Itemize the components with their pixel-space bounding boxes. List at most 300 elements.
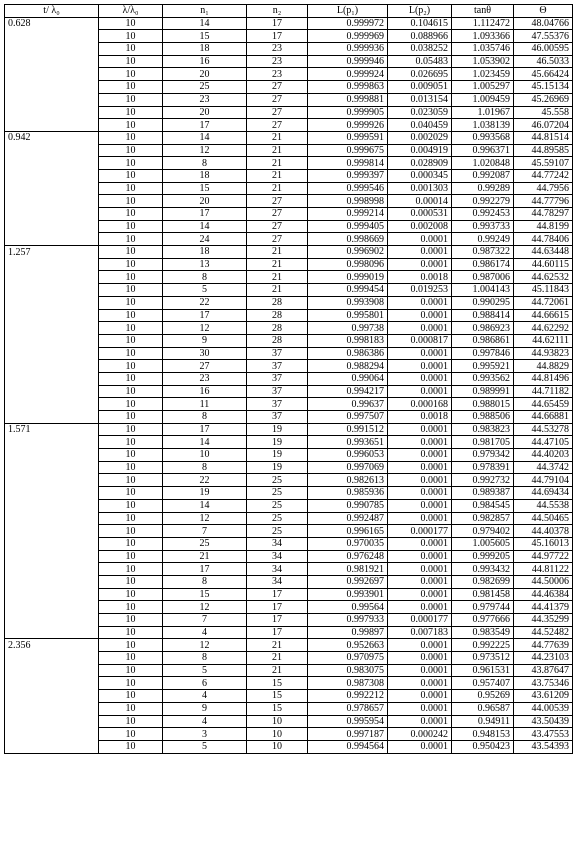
cell-n1: 12 xyxy=(163,144,247,157)
cell-lambda-ratio: 10 xyxy=(99,68,163,81)
cell-tan-theta: 0.95269 xyxy=(452,690,514,703)
cell-n2: 27 xyxy=(247,233,308,246)
cell-n2: 34 xyxy=(247,537,308,550)
cell-tan-theta: 0.989387 xyxy=(452,487,514,500)
cell-t-ratio xyxy=(5,537,99,550)
cell-lambda-ratio: 10 xyxy=(99,17,163,30)
cell-n2: 37 xyxy=(247,385,308,398)
cell-n2: 28 xyxy=(247,296,308,309)
cell-n2: 21 xyxy=(247,131,308,144)
cell-l-p1: 0.999946 xyxy=(308,55,388,68)
cell-n2: 27 xyxy=(247,106,308,119)
cell-theta: 44.65459 xyxy=(514,398,573,411)
cell-n1: 27 xyxy=(163,360,247,373)
cell-lambda-ratio: 10 xyxy=(99,423,163,436)
header-lambda-ratio: λ/λ₀ xyxy=(99,5,163,18)
table-row xyxy=(5,360,573,373)
cell-n1: 12 xyxy=(163,512,247,525)
cell-lambda-ratio: 10 xyxy=(99,474,163,487)
cell-l-p1: 0.999881 xyxy=(308,93,388,106)
cell-n1: 8 xyxy=(163,271,247,284)
cell-n2: 27 xyxy=(247,220,308,233)
cell-tan-theta: 0.993562 xyxy=(452,372,514,385)
cell-l-p2: 0.002008 xyxy=(388,220,452,233)
table-row xyxy=(5,246,573,259)
cell-l-p1: 0.991512 xyxy=(308,423,388,436)
cell-tan-theta: 0.979402 xyxy=(452,525,514,538)
cell-theta: 44.52482 xyxy=(514,626,573,639)
cell-t-ratio xyxy=(5,575,99,588)
cell-l-p2: 0.009051 xyxy=(388,81,452,94)
cell-theta: 44.40378 xyxy=(514,525,573,538)
cell-n2: 37 xyxy=(247,398,308,411)
cell-l-p1: 0.996902 xyxy=(308,246,388,259)
cell-theta: 44.81496 xyxy=(514,372,573,385)
cell-lambda-ratio: 10 xyxy=(99,702,163,715)
cell-l-p2: 0.013154 xyxy=(388,93,452,106)
cell-n1: 11 xyxy=(163,398,247,411)
cell-l-p2: 0.0001 xyxy=(388,322,452,335)
cell-l-p2: 0.019253 xyxy=(388,284,452,297)
cell-l-p1: 0.981921 xyxy=(308,563,388,576)
cell-tan-theta: 0.961531 xyxy=(452,664,514,677)
cell-l-p1: 0.999926 xyxy=(308,119,388,132)
cell-t-ratio xyxy=(5,182,99,195)
cell-l-p1: 0.999546 xyxy=(308,182,388,195)
cell-tan-theta: 0.977666 xyxy=(452,614,514,627)
cell-l-p2: 0.0001 xyxy=(388,296,452,309)
cell-l-p1: 0.999405 xyxy=(308,220,388,233)
cell-tan-theta: 1.038139 xyxy=(452,119,514,132)
cell-theta: 44.00539 xyxy=(514,702,573,715)
cell-n1: 10 xyxy=(163,449,247,462)
cell-n1: 25 xyxy=(163,81,247,94)
cell-t-ratio xyxy=(5,614,99,627)
cell-l-p2: 0.000177 xyxy=(388,525,452,538)
cell-l-p1: 0.999019 xyxy=(308,271,388,284)
cell-t-ratio xyxy=(5,398,99,411)
cell-theta: 44.66615 xyxy=(514,309,573,322)
cell-n2: 27 xyxy=(247,81,308,94)
cell-lambda-ratio: 10 xyxy=(99,131,163,144)
cell-tan-theta: 0.987006 xyxy=(452,271,514,284)
table-row xyxy=(5,309,573,322)
cell-n1: 15 xyxy=(163,30,247,43)
cell-l-p2: 0.028909 xyxy=(388,157,452,170)
table-row xyxy=(5,499,573,512)
cell-n2: 28 xyxy=(247,309,308,322)
cell-l-p2: 0.00014 xyxy=(388,195,452,208)
table-row xyxy=(5,157,573,170)
table-row xyxy=(5,740,573,753)
cell-n1: 7 xyxy=(163,525,247,538)
cell-n1: 23 xyxy=(163,93,247,106)
cell-l-p2: 0.0001 xyxy=(388,702,452,715)
cell-n2: 27 xyxy=(247,208,308,221)
cell-l-p1: 0.999924 xyxy=(308,68,388,81)
cell-t-ratio xyxy=(5,740,99,753)
cell-n1: 4 xyxy=(163,715,247,728)
cell-n2: 27 xyxy=(247,93,308,106)
cell-l-p1: 0.976248 xyxy=(308,550,388,563)
cell-t-ratio xyxy=(5,322,99,335)
cell-lambda-ratio: 10 xyxy=(99,309,163,322)
cell-tan-theta: 0.99249 xyxy=(452,233,514,246)
cell-theta: 44.35299 xyxy=(514,614,573,627)
cell-tan-theta: 0.997846 xyxy=(452,347,514,360)
cell-l-p2: 0.0001 xyxy=(388,246,452,259)
cell-t-ratio xyxy=(5,360,99,373)
cell-l-p1: 0.999454 xyxy=(308,284,388,297)
cell-t-ratio xyxy=(5,474,99,487)
cell-l-p1: 0.999591 xyxy=(308,131,388,144)
table-row xyxy=(5,411,573,424)
cell-l-p2: 0.0001 xyxy=(388,499,452,512)
cell-l-p2: 0.0001 xyxy=(388,347,452,360)
table-row xyxy=(5,284,573,297)
cell-l-p1: 0.987308 xyxy=(308,677,388,690)
table-row xyxy=(5,652,573,665)
cell-t-ratio: 1.257 xyxy=(5,246,99,259)
cell-n2: 34 xyxy=(247,550,308,563)
cell-tan-theta: 1.035746 xyxy=(452,43,514,56)
cell-n2: 15 xyxy=(247,690,308,703)
header-l-p1: L(p₁) xyxy=(308,5,388,18)
table-row xyxy=(5,715,573,728)
cell-lambda-ratio: 10 xyxy=(99,271,163,284)
cell-tan-theta: 0.979342 xyxy=(452,449,514,462)
cell-theta: 44.8199 xyxy=(514,220,573,233)
cell-theta: 44.89585 xyxy=(514,144,573,157)
table-row xyxy=(5,614,573,627)
cell-theta: 44.66881 xyxy=(514,411,573,424)
cell-lambda-ratio: 10 xyxy=(99,550,163,563)
cell-theta: 44.77796 xyxy=(514,195,573,208)
cell-n2: 15 xyxy=(247,677,308,690)
cell-l-p2: 0.0001 xyxy=(388,690,452,703)
cell-l-p1: 0.999972 xyxy=(308,17,388,30)
cell-l-p1: 0.99897 xyxy=(308,626,388,639)
cell-l-p2: 0.004919 xyxy=(388,144,452,157)
cell-n1: 18 xyxy=(163,43,247,56)
cell-l-p2: 0.0001 xyxy=(388,258,452,271)
table-row xyxy=(5,233,573,246)
cell-lambda-ratio: 10 xyxy=(99,385,163,398)
cell-n2: 21 xyxy=(247,169,308,182)
cell-n1: 8 xyxy=(163,652,247,665)
table-row xyxy=(5,334,573,347)
table-row xyxy=(5,601,573,614)
cell-n1: 17 xyxy=(163,423,247,436)
table-row xyxy=(5,626,573,639)
cell-l-p1: 0.992487 xyxy=(308,512,388,525)
cell-n2: 21 xyxy=(247,271,308,284)
cell-t-ratio xyxy=(5,690,99,703)
cell-lambda-ratio: 10 xyxy=(99,296,163,309)
cell-theta: 44.7956 xyxy=(514,182,573,195)
cell-theta: 43.87647 xyxy=(514,664,573,677)
table-row xyxy=(5,512,573,525)
cell-theta: 44.3742 xyxy=(514,461,573,474)
cell-n2: 19 xyxy=(247,449,308,462)
cell-t-ratio xyxy=(5,487,99,500)
cell-theta: 45.15134 xyxy=(514,81,573,94)
cell-t-ratio xyxy=(5,385,99,398)
table-row xyxy=(5,461,573,474)
cell-lambda-ratio: 10 xyxy=(99,334,163,347)
cell-lambda-ratio: 10 xyxy=(99,258,163,271)
cell-n1: 4 xyxy=(163,626,247,639)
cell-l-p2: 0.002029 xyxy=(388,131,452,144)
cell-tan-theta: 0.982857 xyxy=(452,512,514,525)
cell-l-p2: 0.000168 xyxy=(388,398,452,411)
table-row xyxy=(5,677,573,690)
cell-n2: 37 xyxy=(247,347,308,360)
table-row xyxy=(5,30,573,43)
cell-t-ratio xyxy=(5,271,99,284)
cell-n2: 37 xyxy=(247,411,308,424)
cell-tan-theta: 0.986923 xyxy=(452,322,514,335)
cell-tan-theta: 1.005605 xyxy=(452,537,514,550)
cell-n2: 21 xyxy=(247,652,308,665)
cell-tan-theta: 1.053902 xyxy=(452,55,514,68)
cell-l-p1: 0.99564 xyxy=(308,601,388,614)
header-theta: Θ xyxy=(514,5,573,18)
cell-t-ratio xyxy=(5,334,99,347)
cell-tan-theta: 0.993568 xyxy=(452,131,514,144)
cell-lambda-ratio: 10 xyxy=(99,93,163,106)
cell-tan-theta: 0.984545 xyxy=(452,499,514,512)
cell-l-p1: 0.952663 xyxy=(308,639,388,652)
cell-n2: 10 xyxy=(247,728,308,741)
cell-l-p1: 0.993901 xyxy=(308,588,388,601)
cell-theta: 43.75346 xyxy=(514,677,573,690)
cell-t-ratio xyxy=(5,652,99,665)
cell-l-p2: 0.088966 xyxy=(388,30,452,43)
cell-n1: 8 xyxy=(163,411,247,424)
table-row xyxy=(5,258,573,271)
cell-theta: 44.62111 xyxy=(514,334,573,347)
cell-l-p1: 0.983075 xyxy=(308,664,388,677)
cell-theta: 44.93823 xyxy=(514,347,573,360)
cell-lambda-ratio: 10 xyxy=(99,284,163,297)
cell-lambda-ratio: 10 xyxy=(99,690,163,703)
cell-l-p1: 0.997187 xyxy=(308,728,388,741)
cell-n2: 21 xyxy=(247,639,308,652)
cell-t-ratio: 1.571 xyxy=(5,423,99,436)
cell-n1: 9 xyxy=(163,334,247,347)
cell-n1: 21 xyxy=(163,550,247,563)
cell-t-ratio xyxy=(5,195,99,208)
cell-tan-theta: 0.992732 xyxy=(452,474,514,487)
cell-lambda-ratio: 10 xyxy=(99,677,163,690)
cell-theta: 46.5033 xyxy=(514,55,573,68)
cell-n1: 23 xyxy=(163,372,247,385)
cell-t-ratio: 2.356 xyxy=(5,639,99,652)
cell-theta: 44.78297 xyxy=(514,208,573,221)
cell-lambda-ratio: 10 xyxy=(99,728,163,741)
cell-lambda-ratio: 10 xyxy=(99,537,163,550)
cell-theta: 44.81122 xyxy=(514,563,573,576)
cell-l-p1: 0.990785 xyxy=(308,499,388,512)
cell-l-p1: 0.995801 xyxy=(308,309,388,322)
cell-n1: 14 xyxy=(163,131,247,144)
cell-t-ratio xyxy=(5,563,99,576)
cell-t-ratio xyxy=(5,601,99,614)
cell-t-ratio xyxy=(5,43,99,56)
cell-lambda-ratio: 10 xyxy=(99,246,163,259)
cell-t-ratio xyxy=(5,284,99,297)
cell-tan-theta: 0.978391 xyxy=(452,461,514,474)
table-row xyxy=(5,664,573,677)
cell-theta: 44.81514 xyxy=(514,131,573,144)
cell-lambda-ratio: 10 xyxy=(99,525,163,538)
table-row xyxy=(5,144,573,157)
cell-l-p1: 0.998096 xyxy=(308,258,388,271)
cell-lambda-ratio: 10 xyxy=(99,169,163,182)
cell-lambda-ratio: 10 xyxy=(99,740,163,753)
cell-lambda-ratio: 10 xyxy=(99,499,163,512)
cell-tan-theta: 1.009459 xyxy=(452,93,514,106)
cell-tan-theta: 0.99289 xyxy=(452,182,514,195)
cell-theta: 44.77242 xyxy=(514,169,573,182)
cell-theta: 44.71182 xyxy=(514,385,573,398)
cell-lambda-ratio: 10 xyxy=(99,233,163,246)
cell-n2: 23 xyxy=(247,43,308,56)
cell-n1: 4 xyxy=(163,690,247,703)
cell-l-p1: 0.999936 xyxy=(308,43,388,56)
cell-n2: 10 xyxy=(247,740,308,753)
cell-n1: 9 xyxy=(163,702,247,715)
table-row xyxy=(5,372,573,385)
table-row xyxy=(5,525,573,538)
cell-l-p1: 0.993651 xyxy=(308,436,388,449)
table-row xyxy=(5,271,573,284)
cell-theta: 46.00595 xyxy=(514,43,573,56)
table-row xyxy=(5,347,573,360)
cell-tan-theta: 0.992087 xyxy=(452,169,514,182)
cell-n1: 18 xyxy=(163,246,247,259)
cell-t-ratio xyxy=(5,588,99,601)
cell-t-ratio xyxy=(5,677,99,690)
cell-lambda-ratio: 10 xyxy=(99,55,163,68)
cell-n2: 21 xyxy=(247,258,308,271)
cell-n1: 14 xyxy=(163,17,247,30)
cell-l-p1: 0.999814 xyxy=(308,157,388,170)
table-row xyxy=(5,55,573,68)
table-row xyxy=(5,550,573,563)
cell-n1: 15 xyxy=(163,588,247,601)
cell-lambda-ratio: 10 xyxy=(99,195,163,208)
cell-theta: 44.47105 xyxy=(514,436,573,449)
cell-n2: 17 xyxy=(247,601,308,614)
cell-n2: 25 xyxy=(247,525,308,538)
cell-t-ratio xyxy=(5,664,99,677)
cell-n1: 16 xyxy=(163,385,247,398)
cell-n2: 17 xyxy=(247,30,308,43)
cell-lambda-ratio: 10 xyxy=(99,43,163,56)
cell-l-p1: 0.998669 xyxy=(308,233,388,246)
cell-theta: 44.8829 xyxy=(514,360,573,373)
cell-n2: 23 xyxy=(247,68,308,81)
cell-n2: 21 xyxy=(247,182,308,195)
cell-l-p2: 0.0018 xyxy=(388,271,452,284)
cell-n2: 25 xyxy=(247,487,308,500)
cell-l-p1: 0.994217 xyxy=(308,385,388,398)
cell-lambda-ratio: 10 xyxy=(99,614,163,627)
cell-l-p1: 0.988294 xyxy=(308,360,388,373)
cell-lambda-ratio: 10 xyxy=(99,208,163,221)
cell-n2: 37 xyxy=(247,372,308,385)
cell-tan-theta: 1.112472 xyxy=(452,17,514,30)
cell-n1: 30 xyxy=(163,347,247,360)
table-row xyxy=(5,398,573,411)
cell-theta: 43.61209 xyxy=(514,690,573,703)
table-row xyxy=(5,106,573,119)
table-row xyxy=(5,119,573,132)
cell-n2: 21 xyxy=(247,157,308,170)
cell-tan-theta: 0.988414 xyxy=(452,309,514,322)
cell-t-ratio xyxy=(5,347,99,360)
cell-n1: 5 xyxy=(163,740,247,753)
cell-n1: 25 xyxy=(163,537,247,550)
cell-l-p2: 0.0001 xyxy=(388,461,452,474)
cell-l-p2: 0.000177 xyxy=(388,614,452,627)
cell-lambda-ratio: 10 xyxy=(99,398,163,411)
cell-lambda-ratio: 10 xyxy=(99,347,163,360)
cell-lambda-ratio: 10 xyxy=(99,182,163,195)
table-row xyxy=(5,690,573,703)
cell-tan-theta: 0.988506 xyxy=(452,411,514,424)
cell-t-ratio xyxy=(5,208,99,221)
cell-l-p2: 0.0001 xyxy=(388,601,452,614)
cell-n1: 17 xyxy=(163,563,247,576)
cell-n2: 37 xyxy=(247,360,308,373)
cell-lambda-ratio: 10 xyxy=(99,157,163,170)
cell-n2: 17 xyxy=(247,614,308,627)
table-row xyxy=(5,385,573,398)
cell-n1: 8 xyxy=(163,575,247,588)
cell-t-ratio xyxy=(5,411,99,424)
cell-t-ratio xyxy=(5,550,99,563)
cell-tan-theta: 0.999205 xyxy=(452,550,514,563)
cell-n2: 27 xyxy=(247,195,308,208)
cell-t-ratio xyxy=(5,715,99,728)
cell-t-ratio xyxy=(5,461,99,474)
cell-theta: 43.54393 xyxy=(514,740,573,753)
cell-lambda-ratio: 10 xyxy=(99,601,163,614)
cell-t-ratio xyxy=(5,702,99,715)
cell-theta: 44.78406 xyxy=(514,233,573,246)
cell-l-p1: 0.997933 xyxy=(308,614,388,627)
table-row xyxy=(5,436,573,449)
cell-n2: 27 xyxy=(247,119,308,132)
cell-n1: 12 xyxy=(163,322,247,335)
cell-t-ratio xyxy=(5,449,99,462)
cell-n1: 7 xyxy=(163,614,247,627)
cell-t-ratio xyxy=(5,157,99,170)
cell-theta: 44.50006 xyxy=(514,575,573,588)
cell-lambda-ratio: 10 xyxy=(99,639,163,652)
cell-l-p2: 0.0001 xyxy=(388,740,452,753)
cell-t-ratio xyxy=(5,30,99,43)
cell-t-ratio xyxy=(5,372,99,385)
cell-l-p2: 0.0001 xyxy=(388,550,452,563)
cell-tan-theta: 0.94911 xyxy=(452,715,514,728)
cell-n1: 17 xyxy=(163,119,247,132)
cell-n2: 25 xyxy=(247,499,308,512)
table-row xyxy=(5,588,573,601)
